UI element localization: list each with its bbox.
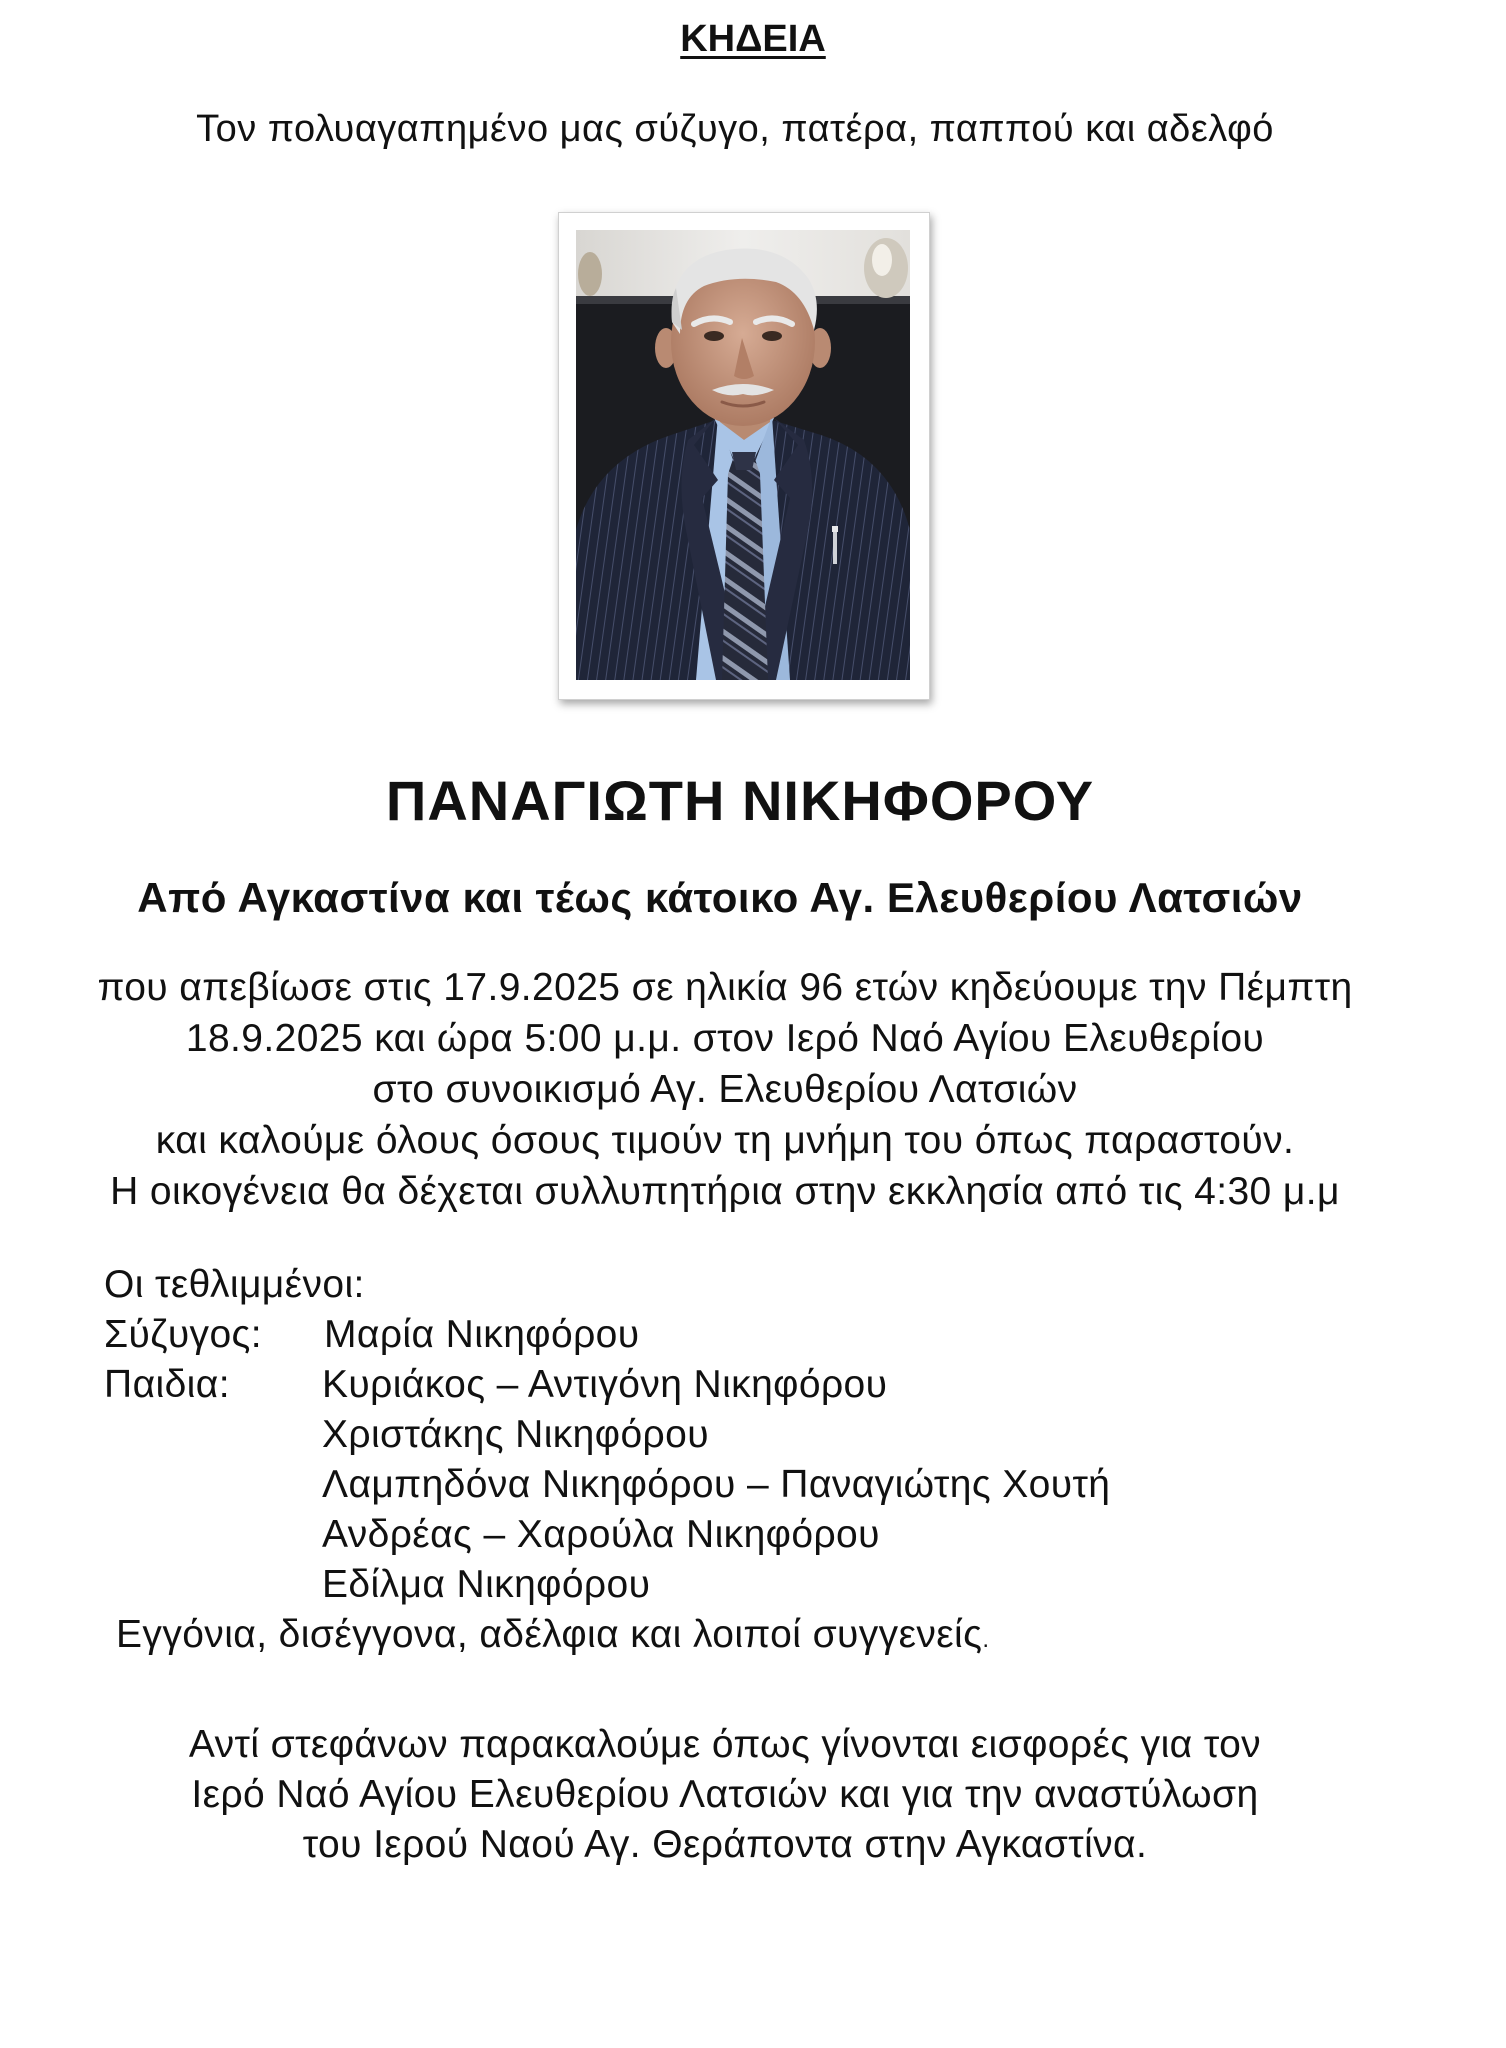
announcement-line: και καλούμε όλους όσους τιμούν τη μνήμη του όπως παραστούν. bbox=[155, 1119, 1295, 1162]
portrait-photo-frame bbox=[558, 212, 930, 700]
child-name: Ανδρέας – Χαρούλα Νικηφόρου bbox=[322, 1513, 880, 1556]
child-name: Χριστάκης Νικηφόρου bbox=[322, 1413, 709, 1456]
mourners-title: Οι τεθλιμμένοι: bbox=[104, 1263, 365, 1306]
deceased-name: ΠΑΝΑΓΙΩΤΗ ΝΙΚΗΦΟΡΟΥ bbox=[385, 769, 1095, 832]
announcement-line: που απεβίωσε στις 17.9.2025 σε ηλικία 96 ετών κηδεύουμε την Πέμπτη bbox=[97, 966, 1353, 1009]
announcement-line: στο συνοικισμό Αγ. Ελευθερίου Λατσιών bbox=[372, 1068, 1078, 1111]
child-name: Εδίλμα Νικηφόρου bbox=[322, 1563, 651, 1606]
closing-line: του Ιερού Ναού Αγ. Θεράποντα στην Αγκαστίνα. bbox=[302, 1823, 1148, 1866]
children-label: Παιδια: bbox=[104, 1363, 230, 1406]
spouse-name: Μαρία Νικηφόρου bbox=[324, 1313, 640, 1356]
notice-intro: Τον πολυαγαπημένο μας σύζυγο, πατέρα, παππού και αδελφό bbox=[196, 108, 1274, 150]
other-relatives-period: . bbox=[982, 1626, 990, 1653]
deceased-origin: Από Αγκαστίνα και τέως κάτοικο Αγ. Ελευθερίου Λατσιών bbox=[137, 874, 1303, 921]
other-relatives bbox=[116, 1610, 989, 1665]
funeral-announcement bbox=[0, 962, 1450, 1217]
spouse-label: Σύζυγος: bbox=[104, 1313, 262, 1356]
child-name: Κυριάκος – Αντιγόνη Νικηφόρου bbox=[322, 1363, 888, 1406]
notice-heading: ΚΗΔΕΙΑ bbox=[680, 18, 826, 60]
child-name: Λαμπηδόνα Νικηφόρου – Παναγιώτης Χουτή bbox=[322, 1463, 1111, 1506]
announcement-line: Η οικογένεια θα δέχεται συλλυπητήρια στην εκκλησία από τις 4:30 μ.μ bbox=[110, 1170, 1340, 1213]
closing-line: Αντί στεφάνων παρακαλούμε όπως γίνονται εισφορές για τον bbox=[188, 1723, 1262, 1766]
portrait-photo bbox=[576, 230, 910, 680]
closing-line: Ιερό Ναό Αγίου Ελευθερίου Λατσιών και για την αναστύλωση bbox=[191, 1773, 1259, 1816]
announcement-line: 18.9.2025 και ώρα 5:00 μ.μ. στον Ιερό Ναό Αγίου Ελευθερίου bbox=[185, 1017, 1265, 1060]
other-relatives-text: Εγγόνια, δισέγγονα, αδέλφια και λοιποί συγγενείς bbox=[116, 1613, 983, 1656]
donation-request bbox=[0, 1720, 1450, 1870]
